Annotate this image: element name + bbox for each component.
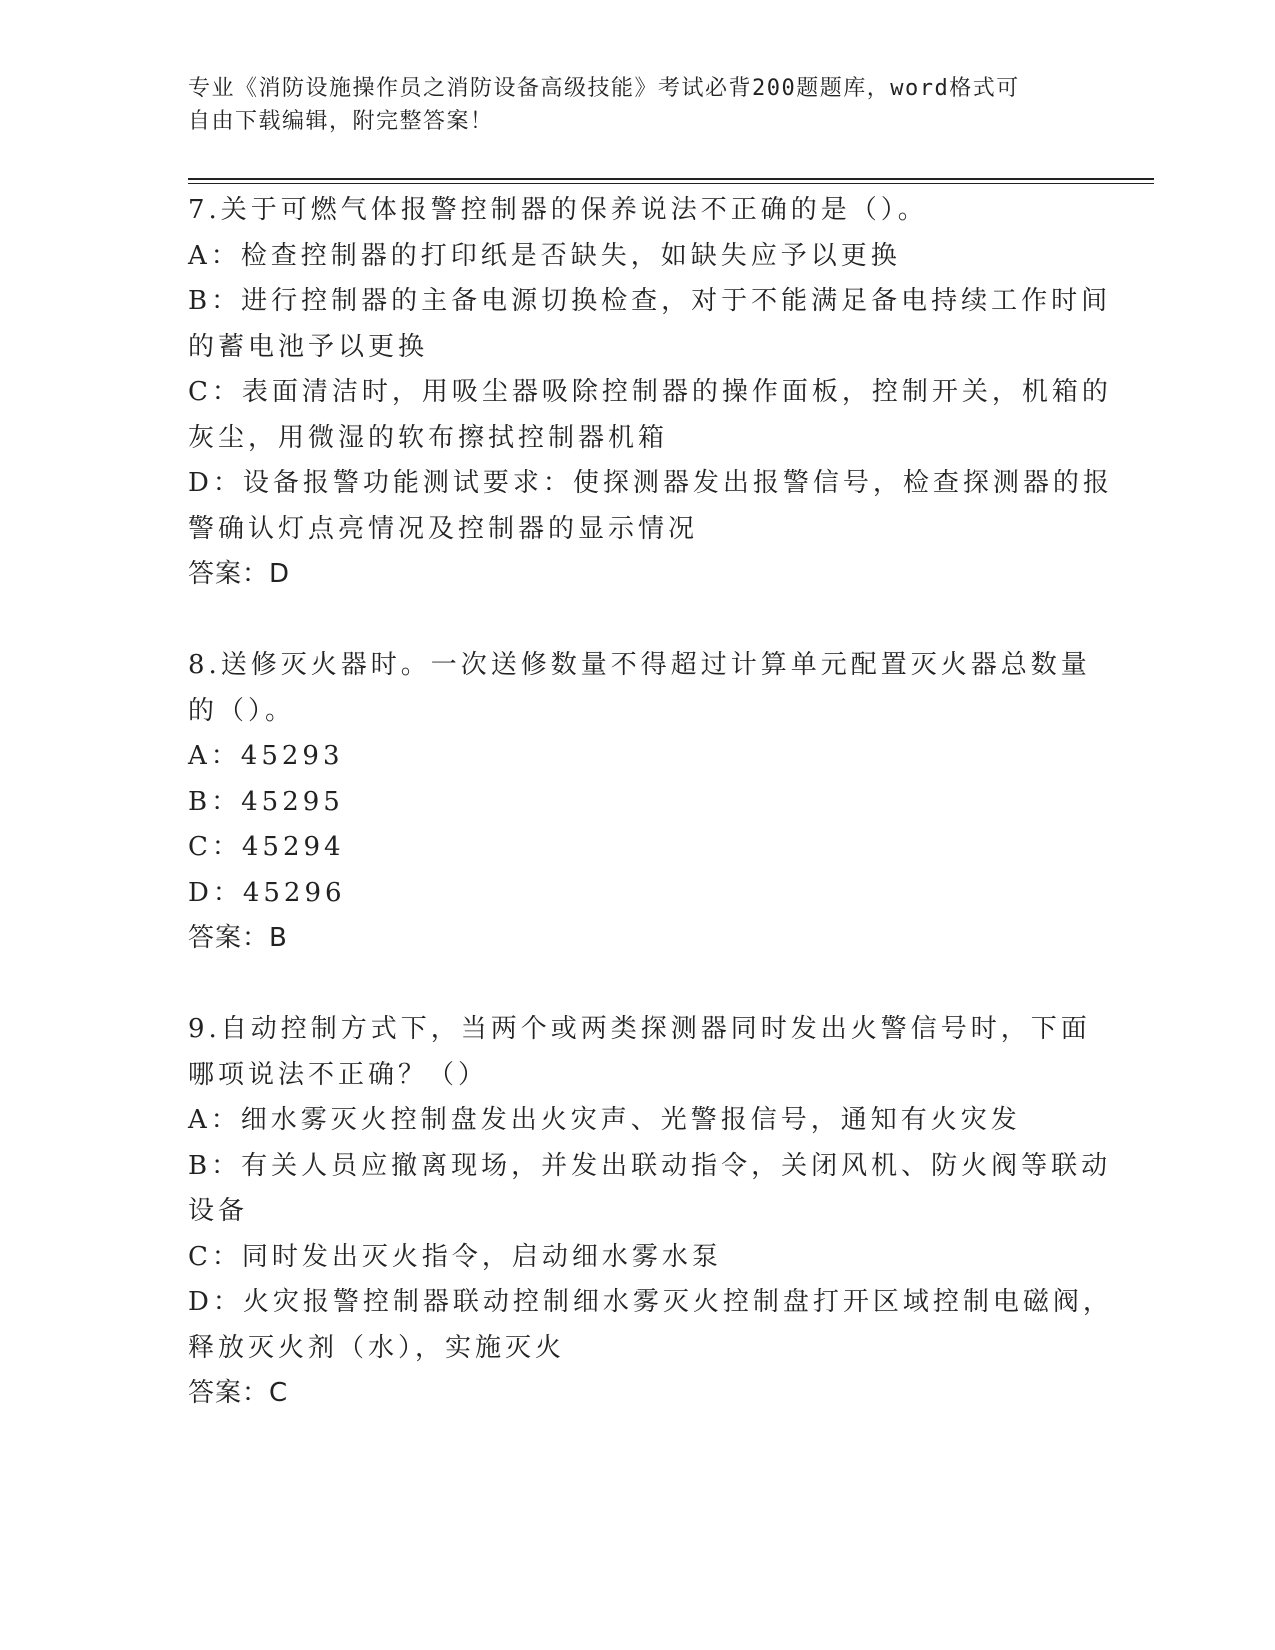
question-7-option-b-cont: 的蓄电池予以更换 [188, 331, 429, 362]
question-block-8 [188, 643, 1091, 962]
question-9-option-b: B：有关人员应撤离现场，并发出联动指令，关闭风机、防火阀等联动 [188, 1150, 1112, 1181]
question-8-answer: 答案：B [188, 923, 288, 953]
spacer [188, 962, 1088, 1008]
question-7-option-a: A：检查控制器的打印纸是否缺失，如缺失应予以更换 [188, 240, 901, 271]
question-block-7 [188, 188, 1113, 598]
header-line-1: 专业《消防设施操作员之消防设备高级技能》考试必背200题题库，word格式可 [188, 76, 1020, 101]
question-9-option-d: D：火灾报警控制器联动控制细水雾灭火控制盘打开区域控制电磁阀， [188, 1287, 1113, 1317]
question-list [188, 188, 1113, 1417]
question-9-stem: 9.自动控制方式下，当两个或两类探测器同时发出火警信号时，下面 [188, 1014, 1091, 1044]
header-divider-thick [188, 178, 1154, 180]
question-7-option-b: B：进行控制器的主备电源切换检查，对于不能满足备电持续工作时间 [188, 286, 1112, 316]
question-9-option-d-cont: 释放灭火剂（水），实施灭火 [188, 1332, 566, 1363]
question-block-9 [188, 1007, 1113, 1417]
question-8-stem-cont: 的（）。 [188, 695, 296, 726]
question-7-option-d-cont: 警确认灯点亮情况及控制器的显示情况 [188, 513, 699, 544]
question-9-option-b-cont: 设备 [188, 1196, 249, 1226]
document-header [188, 72, 1068, 138]
question-7-option-c-cont: 灰尘，用微湿的软布擦拭控制器机箱 [188, 422, 669, 453]
question-7-answer: 答案：D [188, 559, 291, 589]
question-9-stem-cont: 哪项说法不正确？（） [188, 1059, 489, 1090]
question-8-option-c: C：45294 [188, 832, 345, 862]
question-8-option-b: B：45295 [188, 786, 344, 817]
question-8-stem: 8.送修灭火器时。一次送修数量不得超过计算单元配置灭火器总数量 [188, 650, 1091, 680]
question-8-option-d: D：45296 [188, 877, 346, 908]
question-7-option-c: C：表面清洁时，用吸尘器吸除控制器的操作面板，控制开关，机箱的 [188, 377, 1112, 407]
question-7-stem: 7.关于可燃气体报警控制器的保养说法不正确的是（）。 [188, 195, 928, 225]
spacer [188, 598, 1088, 644]
header-line-2: 自由下载编辑，附完整答案！ [188, 109, 494, 134]
question-9-answer: 答案：C [188, 1378, 289, 1408]
question-9-option-a: A：细水雾灭火控制盘发出火灾声、光警报信号，通知有火灾发 [188, 1105, 1021, 1135]
question-7-option-d: D：设备报警功能测试要求：使探测器发出报警信号，检查探测器的报 [188, 468, 1113, 498]
question-9-option-c: C：同时发出灭火指令，启动细水雾水泵 [188, 1241, 722, 1272]
question-8-option-a: A：45293 [188, 741, 344, 771]
header-divider-thin [188, 183, 1154, 184]
